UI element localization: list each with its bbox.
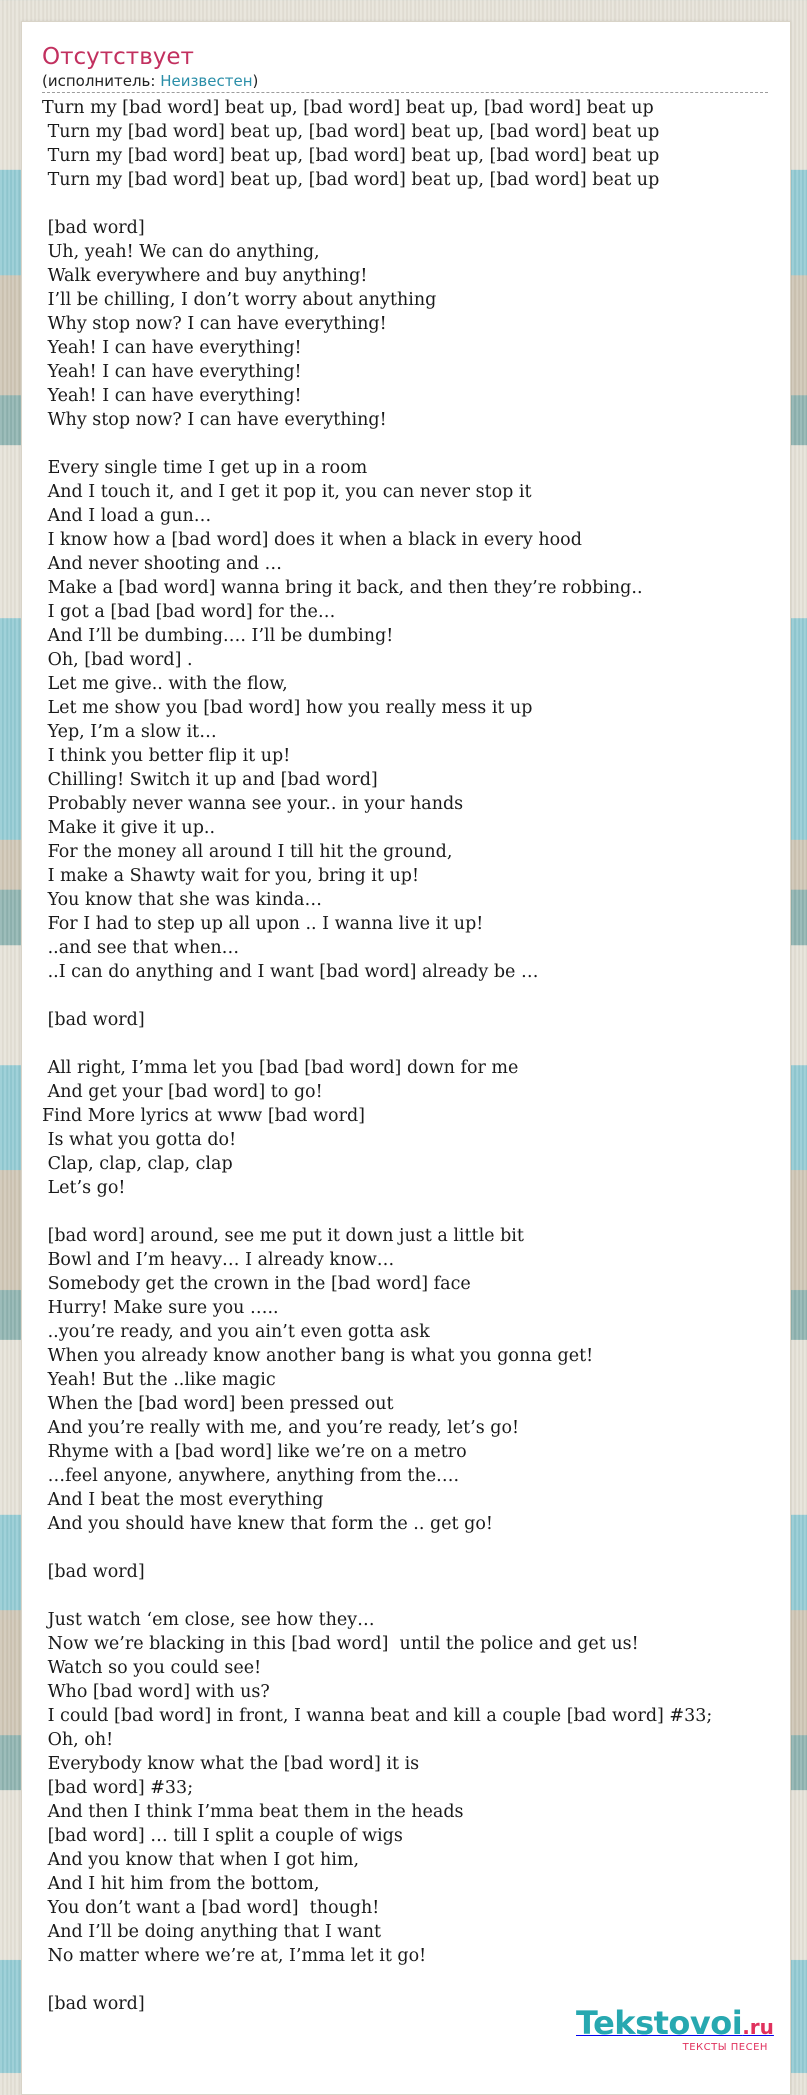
lyrics-text: Turn my [bad word] beat up, [bad word] beat up, [bad word] beat up Turn my [bad word] beat up, [bad word] beat up, [bad word] beat up Turn my [bad word] beat up, [bad word] beat up, [bad word] beat up Turn my [bad word] beat up, [bad word] beat up, [bad word] beat up [bad word] Uh, yeah! We can do anything, Walk everywhere and buy anything! I’ll be chilling, I don’t worry about anything Why stop now? I can have everything! Yeah! I can have everything! Yeah! I can have everything! Yeah! I can have everything! Why stop now? I can have everything! Every single time I get up in a room And I touch it, and I get it pop it, you can never stop it And I load a gun… I know how a [bad word] does it when a black in every hood And never shooting and … Make a [bad word] wanna bring it back, and then they’re robbing.. I got a [bad [bad word] for the… And I’ll be dumbing…. I’ll be dumbing! Oh, [bad word] . Let me give.. with the flow, Let me show you [bad word] how you really mess it up Yep, I’m a slow it… I think you better flip it up! Chilling! Switch it up and [bad word] Probably never wanna see your.. in your hands Make it give it up.. For the money all around I till hit the ground, I make a Shawty wait for you, bring it up! You know that she was kinda… For I had to step up all upon .. I wanna live it up! ..and see that when… ..I can do anything and I want [bad word] already be … [bad word] All right, I’mma let you [bad [bad word] down for me And get your [bad word] to go! Find More lyrics at www [bad word] Is what you gotta do! Clap, clap, clap, clap Let’s go! [bad word] around, see me put it down just a little bit Bowl and I’m heavy… I already know… Somebody get the crown in the [bad word] face Hurry! Make sure you ….. ..you’re ready, and you ain’t even gotta ask When you already know another bang is what you gonna get! Yeah! But the ..like magic When the [bad word] been pressed out And you’re really with me, and you’re ready, let’s go! Rhyme with a [bad word] like we’re on a metro …feel anyone, anywhere, anything from the…. And I beat the most everything And you should have knew that form the .. get go! [bad word] Just watch ‘em close, see how they… Now we’re blacking in this [bad word] until the police and get us! Watch so you could see! Who [bad word] with us? I could [bad word] in front, I wanna beat and kill a couple [bad word] #33; Oh, oh! Everybody know what the [bad word] it is [bad word] #33; And then I think I’mma beat them in the heads [bad word] … till I split a couple of wigs And you know that when I got him, And I hit him from the bottom, You don’t want a [bad word] though! And I’ll be doing anything that I want No matter where we’re at, I’mma let it go! [bad word] [42,98,713,2014]
site-logo[interactable] [576,2004,774,2053]
logo-name: Tekstovoi [576,2004,743,2042]
logo-tagline: ТЕКСТЫ ПЕСЕН [682,2042,768,2053]
artist-suffix: ) [252,72,259,90]
artist-link[interactable]: Неизвестен [160,72,253,90]
logo-tld: .ru [742,2015,774,2039]
artist-line [42,72,768,93]
lyrics-card [21,21,791,2095]
song-title: Отсутствует [42,44,194,70]
artist-prefix: (исполнитель: [42,72,161,90]
